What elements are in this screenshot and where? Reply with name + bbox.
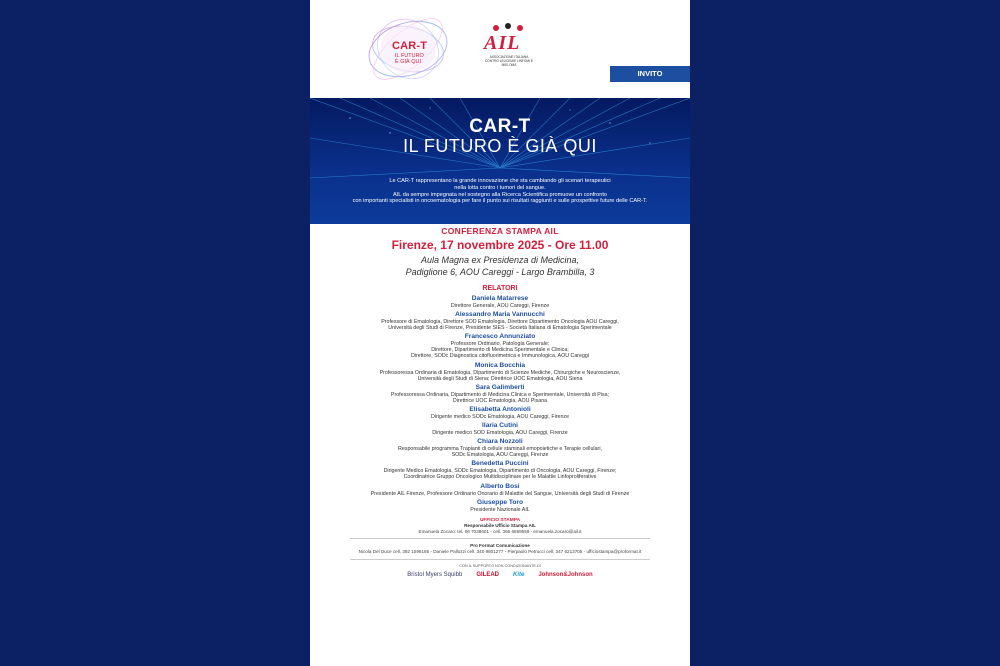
sponsor-gilead-logo: GILEAD [476, 572, 499, 579]
speaker-role: Responsabile programma Trapianti di cellule staminali emopoietiche e Terapie cellulari, [398, 446, 602, 453]
car-t-logo-sub-line: IL FUTURO [395, 53, 424, 59]
hero-title-line2: IL FUTURO È GIÀ QUI [403, 136, 597, 156]
speaker-role: Università degli Studi di Firenze, Presidente SIES - Società Italiana di Ematologia Sperimentale [388, 325, 612, 332]
car-t-logo-subtitle [395, 53, 424, 65]
event-venue [310, 254, 690, 278]
conference-title: CONFERENZA STAMPA AIL [441, 226, 559, 236]
invitation-document [310, 0, 690, 666]
ail-logo-subtitle: ASSOCIAZIONE ITALIANA CONTRO LEUCEMIE LINFOMI E MIELOMA [485, 55, 533, 67]
hero-banner [310, 98, 690, 224]
hero-description [324, 178, 676, 205]
hero-desc-line: AIL da sempre impegnata nel sostegno alla Ricerca Scientifica promuove un confronto [392, 191, 608, 198]
speaker-name: Francesco Annunziato [464, 333, 536, 341]
speaker-role: Direttore, SODc Diagnostica citofluorimetrica e Immunologica, AOU Careggi [410, 353, 590, 360]
invitation-body [310, 224, 690, 579]
sponsor-jnj-logo: Johnson&Johnson [538, 572, 593, 579]
speaker-role: Direttore, Dipartimento di Medicina Sperimentale e Clinica; [431, 347, 569, 354]
speaker-role: Dirigente medico SODc Ematologia, AOU Careggi, Firenze [430, 413, 570, 420]
speaker-role: Coordinatrice Gruppo Oncologico Multidisciplinare per le Malattie Linfoproliferative [403, 474, 597, 481]
speaker-name: Monica Bocchia [474, 361, 526, 369]
speaker-role: Direttrice UOC Ematologia, AOU Pisana [452, 397, 548, 404]
speaker-entry [310, 333, 690, 359]
speaker-entry [310, 311, 690, 331]
speaker-role: Presidente Nazionale AIL [470, 506, 530, 513]
sponsor-logos [310, 573, 690, 579]
venue-line: Aula Magna ex Presidenza di Medicina, [420, 255, 580, 265]
speaker-entry [310, 362, 690, 382]
header-area [310, 0, 690, 98]
speaker-role: SODc Ematologia, AOU Careggi, Firenze [451, 452, 549, 459]
speakers-list [310, 295, 690, 513]
speaker-entry [310, 406, 690, 420]
speaker-role: Professore Ordinario, Patologia Generale; [450, 341, 550, 348]
hero-title-line1: CAR-T [469, 116, 531, 137]
sponsor-kite-logo: Kite [513, 572, 525, 579]
speaker-role: Dirigente medico SOD Ematologia, AOU Careggi, Firenze [432, 430, 568, 437]
venue-line: Padiglione 6, AOU Careggi - Largo Brambilla, 3 [405, 267, 595, 277]
speaker-entry [310, 438, 690, 458]
hero-desc-line: con importanti specialisti in oncoematologia per fare il punto sui risultati raggiunti e sulle prospettive future delle CAR-T. [352, 198, 648, 205]
car-t-logo-sub-line: È GIÀ QUI [395, 59, 421, 65]
speaker-role: Professoressa Ordinaria di Ematologia, Dipartimento di Scienze Mediche, Chirurgiche e Neuroscienze, [379, 369, 621, 376]
divider [350, 559, 650, 560]
press-office-contact: Emanuela Zocaro: tel. 06 7038601 - cell. 366 6869559 - emanuela.zocaro@ail.it [418, 528, 582, 534]
speaker-role: Direttore Generale, AOU Careggi, Firenze [450, 303, 550, 309]
pro-format-contacts: Nicola Del Duce cell. 392 1598186 - Daniele Pallozzi cell. 340 9801277 - Pierpaolo Petrucci cell. 347 6213705 - ufficiostampa@proformat.it [358, 549, 642, 555]
support-label: CON IL SUPPORTO NON CONDIZIONANTE DI [459, 563, 541, 568]
sponsor-bms-logo: Bristol Myers Squibb [407, 572, 463, 579]
speaker-role: Professoressa Ordinaria, Dipartimento di Medicina Clinica e Sperimentale, Università di Pisa; [390, 391, 610, 398]
speaker-entry [310, 384, 690, 404]
speaker-role: Presidente AIL Firenze, Professore Ordinario Onorario di Malattie del Sangue, Università degli Studi di Firenze [370, 490, 630, 497]
speaker-role: Professore di Ematologia, Direttore SOD Ematologia, Direttore Dipartimento Oncologia AOU Careggi, [381, 319, 619, 326]
press-office [310, 518, 690, 579]
speaker-entry [310, 460, 690, 480]
speaker-name: Alessandro Maria Vannucchi [455, 311, 545, 319]
speaker-name: Daniela Matarrese [471, 295, 529, 302]
invito-badge: INVITO [610, 66, 690, 82]
press-office-resp: Responsabile Ufficio Stampa AIL [464, 523, 536, 529]
relatori-heading: RELATORI [482, 285, 518, 292]
speaker-entry [310, 499, 690, 513]
speaker-entry [310, 422, 690, 436]
ail-logo-mark: AIL [484, 32, 521, 54]
speaker-entry [310, 483, 690, 497]
press-office-title: UFFICIO STAMPA [479, 517, 521, 523]
speaker-name: Benedetta Puccini [471, 460, 529, 468]
hero-desc-line: nella lotta contro i tumori del sangue. [454, 184, 546, 191]
speaker-name: Sara Galimberti [475, 383, 525, 391]
speaker-name: Chiara Nozzoli [477, 438, 523, 446]
divider [350, 538, 650, 539]
car-t-logo-title: CAR-T [392, 40, 428, 52]
pro-format-title: Pro Format Comunicazione [470, 543, 530, 549]
speaker-name: Ilaria Cutini [482, 422, 518, 430]
speaker-role: Dirigente Medico Ematologia, SODc Ematologia, Dipartimento di Oncologia, AOU Careggi, Firenze; [383, 468, 617, 475]
speaker-name: Giuseppe Toro [476, 498, 524, 506]
speaker-name: Elisabetta Antonioli [469, 405, 531, 413]
event-date: Firenze, 17 novembre 2025 - Ore 11.00 [391, 238, 609, 252]
speaker-entry [310, 295, 690, 309]
speaker-name: Alberto Bosi [480, 482, 520, 490]
hero-desc-line: Le CAR-T rappresentano la grande innovazione che sta cambiando gli scenari terapeutici [389, 178, 611, 184]
speaker-role: Università degli Studi di Siena; Direttrice UOC Ematologia, AOU Siena [417, 375, 583, 382]
